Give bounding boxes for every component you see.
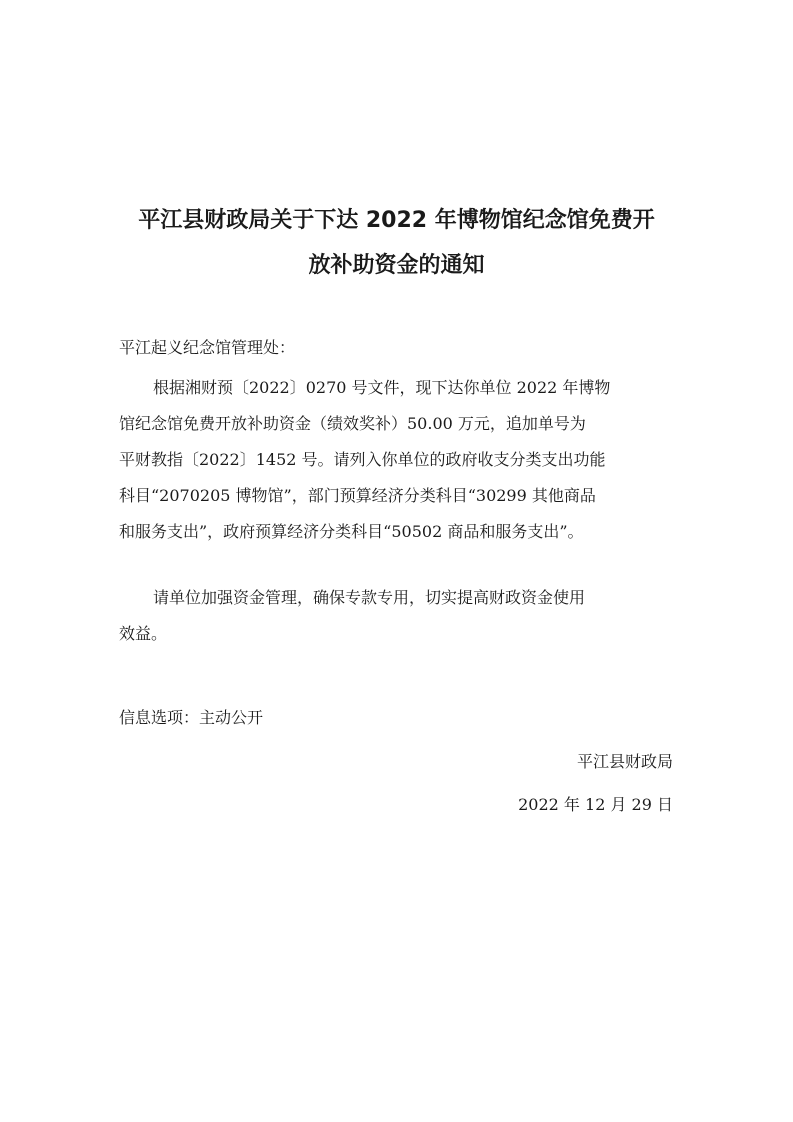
issue-date: 2022 年 12 月 29 日 — [518, 795, 673, 814]
document-title-line-1: 平江县财政局关于下达 2022 年博物馆纪念馆免费开 — [138, 208, 655, 233]
paragraph-2-line-1: 请单位加强资金管理，确保专款专用，切实提高财政资金使用 — [153, 588, 586, 607]
document-title-line-2: 放补助资金的通知 — [308, 253, 485, 278]
paragraph-1-line-4: 科目“2070205 博物馆”，部门预算经济分类科目“30299 其他商品 — [119, 486, 596, 505]
salutation: 平江起义纪念馆管理处： — [119, 338, 296, 357]
paragraph-1-line-5: 和服务支出”，政府预算经济分类科目“50502 商品和服务支出”。 — [119, 522, 584, 541]
body-paragraph-1 — [119, 370, 675, 550]
body-paragraph-2 — [119, 580, 675, 652]
paragraph-1-line-2: 馆纪念馆免费开放补助资金（绩效奖补）50.00 万元，追加单号为 — [119, 414, 586, 433]
paragraph-1-line-1: 根据湘财预〔2022〕0270 号文件，现下达你单位 2022 年博物 — [153, 378, 611, 397]
disclosure-option: 信息选项：主动公开 — [119, 708, 264, 727]
issuing-authority: 平江县财政局 — [576, 752, 673, 771]
paragraph-1-line-3: 平财教指〔2022〕1452 号。请列入你单位的政府收支分类支出功能 — [119, 450, 606, 469]
paragraph-2-line-2: 效益。 — [119, 624, 168, 643]
